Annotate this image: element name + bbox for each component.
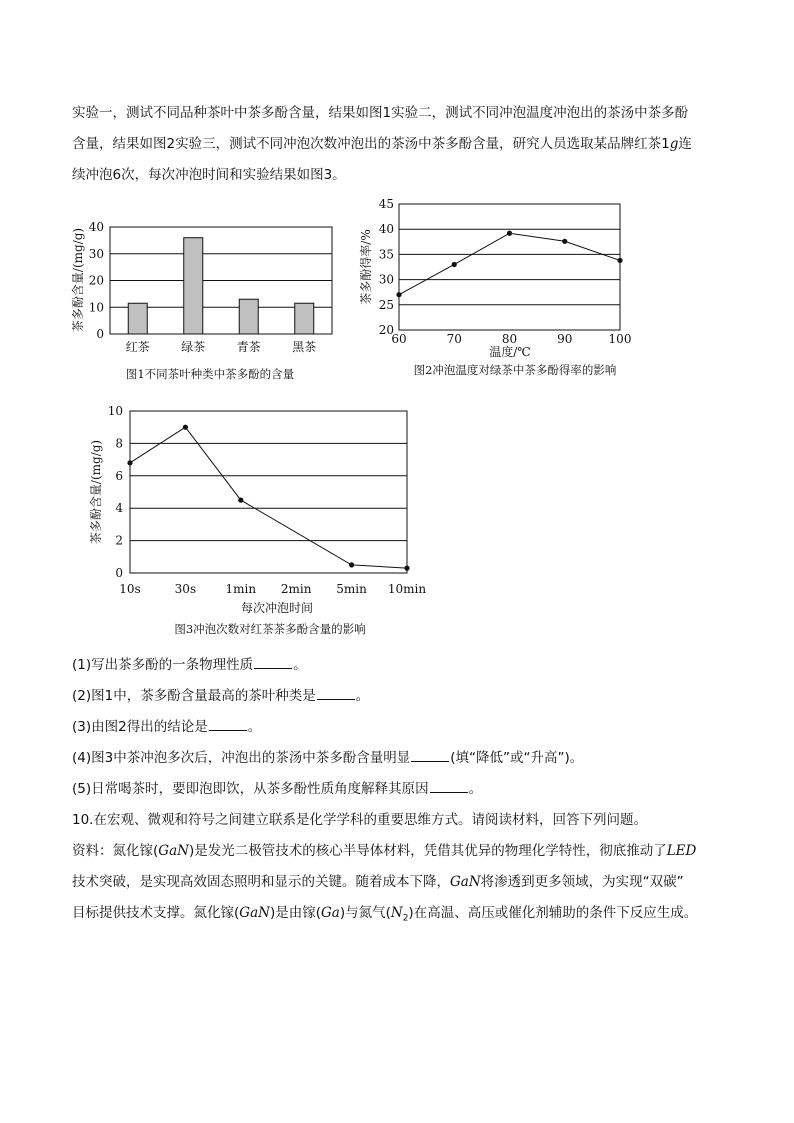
x-tick-label: 90 [557,332,573,346]
data-point [404,566,409,571]
intro-paragraph [72,98,722,191]
x-tick-label: 10min [387,582,427,596]
y-tick-label: 6 [115,468,123,483]
data-point [507,231,512,236]
data-point [127,460,132,465]
question-10-title: 10.在宏观、微观和符号之间建立联系是化学学科的重要思维方式。请阅读材料，回答下列问题。 [72,812,647,828]
figure-2-ylabel: 茶多酚得率/% [359,229,373,305]
x-tick-label: 绿茶 [181,340,206,354]
answer-blank[interactable] [254,656,292,669]
y-tick-label: 35 [378,247,394,262]
y-tick-label: 10 [107,404,123,418]
figure-3-ylabel: 茶多酚含量/(mg/g) [89,439,103,545]
y-tick-label: 25 [378,297,394,312]
answer-blank[interactable] [317,687,355,700]
x-tick-label: 红茶 [125,340,150,354]
y-tick-label: 10 [88,300,104,315]
series-line [399,233,620,294]
bar-黑茶 [295,303,314,334]
figure-3-title: 图3冲泡次数对红茶茶多酚含量的影响 [174,622,366,636]
figure-1-title: 图1不同茶叶种类中茶多酚的含量 [125,367,295,381]
figure-2-line-chart [355,196,645,386]
question-10-material-line-1: 资料：氮化镓(GaN)是发光二极管技术的核心半导体材料，凭借其优异的物理化学特性，彻底推动了LED [72,843,697,859]
bar-绿茶 [184,238,203,334]
x-tick-label: 10s [119,582,141,596]
x-tick-label: 5min [336,582,367,596]
intro-line-2: 含量，结果如图2实验三，测试不同冲泡次数冲泡出的茶汤中茶多酚含量，研究人员选取某品牌红茶1g连 [72,136,692,152]
answer-blank[interactable] [411,749,449,762]
series-line [130,427,407,568]
y-tick-label: 20 [88,273,104,288]
y-tick-label: 0 [96,327,104,341]
figure-2-xlabel: 温度/℃ [489,345,531,359]
data-point [452,262,457,267]
question-10-material-line-3: 目标提供技术支撑。氮化镓(GaN)是由镓(Ga)与氮气$(N_2)$在高温、高压或催化剂辅助的条件下反应生成。 [72,905,698,924]
bar-青茶 [239,299,258,334]
data-point [562,239,567,244]
question-3: (3)由图2得出的结论是 。 [72,719,262,735]
y-tick-label: 30 [378,272,394,287]
x-tick-label: 30s [174,582,197,596]
x-tick-label: 80 [501,332,518,346]
y-tick-label: 2 [115,533,123,548]
question-10-material-line-2: 技术突破，是实现高效固态照明和显示的关键。随着成本下降，GaN将渗透到更多领域，为实现“双碳” [72,874,684,890]
y-tick-label: 45 [378,197,394,211]
y-tick-label: 20 [378,323,394,337]
question-5: (5)日常喝茶时，要即泡即饮，从茶多酚性质角度解释其原因 。 [72,781,483,797]
data-point [396,292,401,297]
x-tick-label: 青茶 [236,340,261,354]
intro-line-3: 续冲泡6次，每次冲泡时间和实验结果如图3。 [72,167,346,183]
y-tick-label: 30 [88,246,104,261]
x-tick-label: 2min [280,582,312,596]
question-4: (4)图3中茶冲泡多次后，冲泡出的茶汤中茶多酚含量明显 (填“降低”或“升高”)。 [72,750,584,766]
x-tick-label: 1min [225,582,257,596]
data-point [617,258,622,263]
x-tick-label: 100 [608,332,632,346]
y-tick-label: 40 [378,222,394,237]
x-tick-label: 70 [446,332,462,346]
intro-line-1: 实验一，测试不同品种茶叶中茶多酚含量，结果如图1实验二，测试不同冲泡温度冲泡出的茶汤中茶多酚 [72,105,689,121]
question-2: (2)图1中，茶多酚含量最高的茶叶种类是 。 [72,688,370,704]
y-tick-label: 4 [115,501,123,516]
figure-2-title: 图2冲泡温度对绿茶中茶多酚得率的影响 [413,363,617,377]
y-tick-label: 8 [115,436,123,451]
data-point [238,498,243,503]
figure-1-ylabel: 茶多酚含量/(mg/g) [71,227,85,333]
answer-blank[interactable] [209,718,247,731]
data-point [183,425,188,430]
x-tick-label: 黑茶 [292,340,317,354]
answer-blank[interactable] [430,780,468,793]
data-point [349,562,354,567]
figure-3-line-chart [80,402,440,642]
question-1: (1)写出茶多酚的一条物理性质 。 [72,657,307,673]
x-tick-label: 60 [391,332,407,346]
figure-3-xlabel: 每次冲泡时间 [240,601,314,615]
figure-1-bar-chart [60,212,350,387]
y-tick-label: 40 [88,220,104,234]
bar-红茶 [128,303,147,334]
y-tick-label: 0 [115,566,123,580]
